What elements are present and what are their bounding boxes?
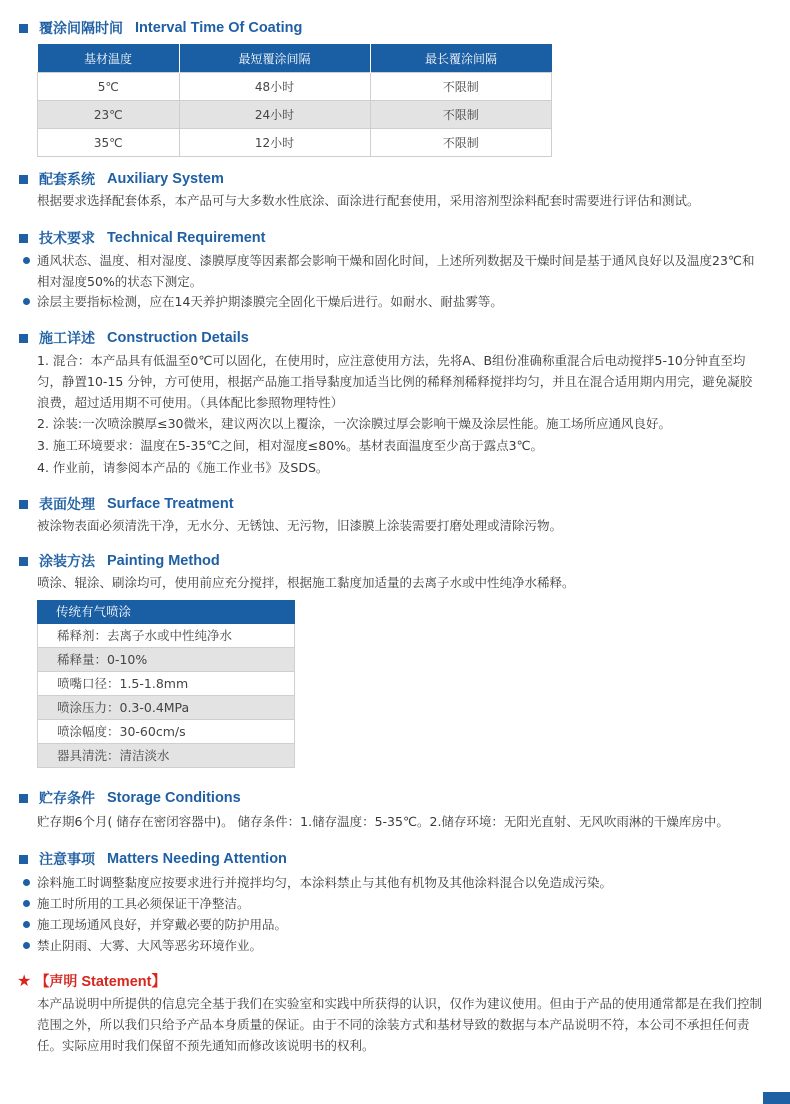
table-row: 稀释量：0-10%	[37, 648, 295, 672]
section-title-interval	[19, 18, 302, 38]
list-item	[22, 250, 763, 292]
section-title-cn: 配套系统	[39, 172, 95, 188]
section-title-cn: 覆涂间隔时间	[39, 21, 123, 37]
auxiliary-text: 根据要求选择配套体系，本产品可与大多数水性底涂、面涂进行配套使用，采用溶剂型涂料配套时需要进行评估和测试。	[37, 193, 700, 208]
table-row: 喷涂压力：0.3-0.4MPa	[37, 696, 295, 720]
painting-text: 喷涂、辊涂、刷涂均可，使用前应充分搅拌，根据施工黏度加适量的去离子水或中性纯净水稀释。	[37, 575, 575, 590]
table-cell: 不限制	[370, 73, 552, 101]
section-title-painting	[19, 551, 220, 571]
section-title-matters	[19, 849, 287, 869]
square-icon	[19, 175, 28, 184]
dot-icon	[23, 921, 30, 928]
square-icon	[19, 24, 28, 33]
table-header-row	[38, 44, 552, 73]
table-cell: 48小时	[179, 73, 370, 101]
table-cell: 5℃	[38, 73, 180, 101]
statement-text: 本产品说明中所提供的信息完全基于我们在实验室和实践中所获得的认识，仅作为建议使用。但由于产品的使用通常都是在我们控制范围之外，所以我们只给予产品本身质量的保证。由于不同的涂装方式和基材导致的数据与本产品说明不符，本公司不承担任何责任。实际应用时我们保留不预先通知而修改该说明书的权利。	[37, 996, 763, 1053]
table-row: 喷嘴口径：1.5-1.8mm	[37, 672, 295, 696]
square-icon	[19, 334, 28, 343]
table-row: 器具清洗：清洁淡水	[37, 744, 295, 768]
section-title-en: Painting Method	[107, 553, 220, 569]
table-cell: 不限制	[370, 129, 552, 157]
section-title-cn: 表面处理	[39, 497, 95, 513]
section-title-en: Statement】	[81, 974, 166, 990]
star-icon: ★	[17, 971, 32, 990]
square-icon	[19, 557, 28, 566]
dot-icon	[23, 879, 30, 886]
construction-item: 1. 混合：本产品具有低温至0℃可以固化，在使用时，应注意使用方法，先将A、B组份准确称重混合后电动搅拌5-10分钟直至均匀，静置10-15 分钟，方可使用，根据产品施工指导黏度加适当比例的稀释剂稀释搅拌均匀，并且在混合适用期内用完，避免凝胶浪费，超过适用期不可使用。（具体配比参照物理特性）	[37, 353, 753, 410]
list-item	[22, 935, 763, 956]
section-title-en: Interval Time Of Coating	[135, 20, 303, 36]
table-cell: 35℃	[38, 129, 180, 157]
construction-item: 3. 施工环境要求：温度在5-35℃之间，相对湿度≤80%。基材表面温度至少高于露点3℃。	[37, 438, 544, 453]
section-title-en: Surface Treatment	[107, 496, 234, 512]
dot-icon	[23, 900, 30, 907]
section-title-en: Matters Needing Attention	[107, 851, 287, 867]
list-item	[22, 291, 763, 312]
dot-icon	[23, 942, 30, 949]
list-item-text: 涂料施工时调整黏度应按要求进行并搅拌均匀，本涂料禁止与其他有机物及其他涂料混合以免造成污染。	[37, 875, 613, 890]
section-title-construction	[19, 328, 249, 348]
list-item-text: 禁止阴雨、大雾、大风等恶劣环境作业。	[37, 938, 263, 953]
table-row: 稀释剂：去离子水或中性纯净水	[37, 624, 295, 648]
dot-icon	[23, 298, 30, 305]
construction-item: 4. 作业前，请参阅本产品的《施工作业书》及SDS。	[37, 460, 329, 475]
storage-text: 贮存期6个月( 储存在密闭容器中)。 储存条件：1.储存温度：5-35℃。2.储存环境：无阳光直射、无风吹雨淋的干燥库房中。	[37, 814, 729, 829]
section-title-surface	[19, 494, 234, 514]
section-title-auxiliary	[19, 169, 224, 189]
section-title-cn: 贮存条件	[39, 791, 95, 807]
list-item	[22, 872, 763, 893]
section-title-cn: 技术要求	[39, 231, 95, 247]
list-item	[22, 914, 763, 935]
section-title-en: Construction Details	[107, 330, 249, 346]
section-title-cn: 【声明	[35, 973, 78, 990]
square-icon	[19, 855, 28, 864]
square-icon	[19, 234, 28, 243]
table-row	[38, 101, 552, 129]
table-row: 喷涂幅度：30-60cm/s	[37, 720, 295, 744]
list-item	[22, 893, 763, 914]
list-item-text: 通风状态、温度、相对湿度、漆膜厚度等因素都会影响干燥和固化时间，上述所列数据及干燥时间是基于通风良好以及温度23℃和相对湿度50%的状态下测定。	[37, 253, 755, 289]
list-item-text: 施工时所用的工具必须保证干净整洁。	[37, 896, 250, 911]
section-title-cn: 注意事项	[39, 852, 95, 868]
table-header-cell: 基材温度	[38, 44, 180, 73]
table-cell: 不限制	[370, 101, 552, 129]
table-cell: 23℃	[38, 101, 180, 129]
section-title-cn: 施工详述	[39, 331, 95, 347]
section-title-en: Auxiliary System	[107, 171, 224, 187]
page-corner-mark	[763, 1092, 790, 1104]
section-title-en: Technical Requirement	[107, 230, 266, 246]
section-title-cn: 涂装方法	[39, 554, 95, 570]
painting-table	[37, 600, 295, 768]
section-title-technical	[19, 228, 265, 248]
square-icon	[19, 794, 28, 803]
table-header-cell: 最长覆涂间隔	[370, 44, 552, 73]
table-row	[38, 73, 552, 101]
painting-table-header: 传统有气喷涂	[37, 600, 295, 624]
table-header-cell: 最短覆涂间隔	[179, 44, 370, 73]
square-icon	[19, 500, 28, 509]
section-title-en: Storage Conditions	[107, 790, 241, 806]
section-title-statement	[19, 970, 166, 991]
section-title-storage	[19, 788, 241, 808]
table-cell: 12小时	[179, 129, 370, 157]
table-cell: 24小时	[179, 101, 370, 129]
table-row	[38, 129, 552, 157]
surface-text: 被涂物表面必须清洗干净，无水分、无锈蚀、无污物，旧漆膜上涂装需要打磨处理或清除污物。	[37, 518, 563, 533]
interval-table	[37, 44, 552, 157]
dot-icon	[23, 257, 30, 264]
list-item-text: 施工现场通风良好，并穿戴必要的防护用品。	[37, 917, 288, 932]
list-item-text: 涂层主要指标检测，应在14天养护期漆膜完全固化干燥后进行。如耐水、耐盐雾等。	[37, 294, 503, 309]
construction-item: 2. 涂装:一次喷涂膜厚≤30微米，建议两次以上覆涂，一次涂膜过厚会影响干燥及涂层性能。施工场所应通风良好。	[37, 416, 671, 431]
